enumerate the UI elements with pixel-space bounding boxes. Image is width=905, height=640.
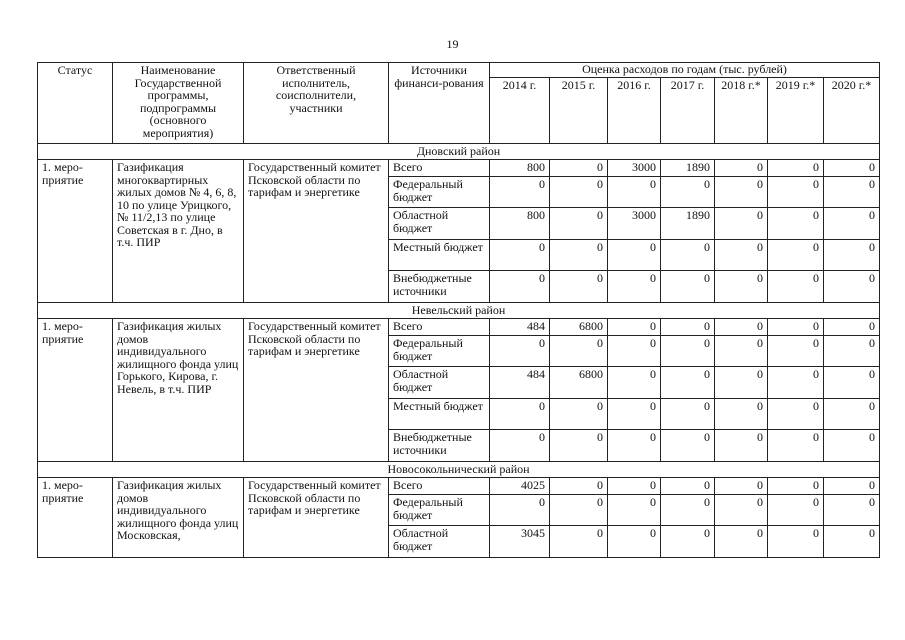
table-header (38, 63, 880, 144)
value-cell: 0 (824, 526, 880, 558)
value-cell: 0 (608, 367, 661, 399)
value-cell: 0 (608, 430, 661, 462)
value-cell: 0 (824, 495, 880, 526)
value-cell: 0 (824, 208, 880, 240)
source-cell: Федеральный бюджет (389, 336, 490, 367)
value-cell: 0 (715, 430, 768, 462)
responsible-cell: Государственный комитет Псковской области по тарифам и энергетике (244, 319, 389, 462)
value-cell: 0 (490, 271, 550, 303)
header-year: 2014 г. (490, 77, 550, 143)
page-number: 19 (446, 37, 459, 51)
value-cell: 0 (768, 208, 824, 240)
source-cell: Областной бюджет (389, 526, 490, 558)
value-cell: 0 (715, 177, 768, 208)
value-cell: 1890 (661, 160, 715, 177)
value-cell: 0 (661, 478, 715, 495)
value-cell: 0 (824, 367, 880, 399)
value-cell: 0 (768, 271, 824, 303)
value-cell: 0 (608, 495, 661, 526)
source-cell: Внебюджетные источники (389, 430, 490, 462)
value-cell: 0 (824, 177, 880, 208)
source-cell: Всего (389, 160, 490, 177)
source-cell: Всего (389, 478, 490, 495)
value-cell: 0 (715, 319, 768, 336)
responsible-cell: Государственный комитет Псковской области по тарифам и энергетике (244, 478, 389, 558)
header-expenses: Оценка расходов по годам (тыс. рублей) (490, 63, 880, 78)
value-cell: 0 (824, 399, 880, 430)
value-cell: 0 (768, 495, 824, 526)
value-cell: 3000 (608, 160, 661, 177)
table-row (38, 160, 880, 177)
value-cell: 0 (608, 399, 661, 430)
value-cell: 0 (715, 495, 768, 526)
value-cell: 0 (768, 430, 824, 462)
value-cell: 800 (490, 160, 550, 177)
value-cell: 0 (490, 336, 550, 367)
source-cell: Федеральный бюджет (389, 495, 490, 526)
value-cell: 0 (768, 240, 824, 271)
value-cell: 0 (661, 495, 715, 526)
value-cell: 0 (824, 240, 880, 271)
value-cell: 0 (550, 526, 608, 558)
value-cell: 0 (490, 177, 550, 208)
value-cell: 0 (768, 160, 824, 177)
source-cell: Местный бюджет (389, 240, 490, 271)
header-year: 2020 г.* (824, 77, 880, 143)
value-cell: 1890 (661, 208, 715, 240)
value-cell: 484 (490, 319, 550, 336)
budget-table (37, 62, 880, 558)
value-cell: 0 (608, 177, 661, 208)
value-cell: 0 (490, 399, 550, 430)
value-cell: 0 (608, 240, 661, 271)
value-cell: 0 (768, 177, 824, 208)
value-cell: 0 (608, 319, 661, 336)
value-cell: 484 (490, 367, 550, 399)
value-cell: 0 (715, 208, 768, 240)
value-cell: 0 (768, 367, 824, 399)
value-cell: 0 (550, 177, 608, 208)
program-cell: Газификация жилых домов индивидуального жилищного фонда улиц Московская, (113, 478, 244, 558)
header-status: Статус (38, 63, 113, 144)
value-cell: 0 (715, 240, 768, 271)
value-cell: 0 (661, 319, 715, 336)
value-cell: 0 (715, 526, 768, 558)
value-cell: 6800 (550, 319, 608, 336)
value-cell: 0 (661, 271, 715, 303)
value-cell: 0 (608, 478, 661, 495)
source-cell: Областной бюджет (389, 367, 490, 399)
value-cell: 3000 (608, 208, 661, 240)
value-cell: 0 (768, 526, 824, 558)
value-cell: 0 (824, 478, 880, 495)
value-cell: 0 (550, 160, 608, 177)
value-cell: 0 (490, 430, 550, 462)
value-cell: 0 (608, 526, 661, 558)
program-cell: Газификация жилых домов индивидуального жилищного фонда улиц Горького, Кирова, г. Невель, в т.ч. ПИР (113, 319, 244, 462)
program-cell: Газификация многоквартирных жилых домов № 4, 6, 8, 10 по улице Урицкого, № 11/2,13 по улице Советская в г. Дно, в т.ч. ПИР (113, 160, 244, 303)
value-cell: 0 (824, 430, 880, 462)
region-row (38, 462, 880, 478)
header-year: 2017 г. (661, 77, 715, 143)
source-cell: Местный бюджет (389, 399, 490, 430)
header-year: 2015 г. (550, 77, 608, 143)
value-cell: 0 (715, 478, 768, 495)
value-cell: 0 (824, 160, 880, 177)
value-cell: 0 (768, 478, 824, 495)
status-cell: 1. меро-приятие (38, 160, 113, 303)
source-cell: Федеральный бюджет (389, 177, 490, 208)
value-cell: 0 (768, 399, 824, 430)
responsible-cell: Государственный комитет Псковской области по тарифам и энергетике (244, 160, 389, 303)
region-title: Новосокольнический район (38, 462, 880, 478)
table-row (38, 319, 880, 336)
table-row (38, 478, 880, 495)
value-cell: 0 (715, 336, 768, 367)
value-cell: 0 (715, 367, 768, 399)
source-cell: Областной бюджет (389, 208, 490, 240)
value-cell: 0 (550, 399, 608, 430)
header-program: Наименование Государственной программы, подпрограммы (основного мероприятия) (113, 63, 244, 144)
value-cell: 6800 (550, 367, 608, 399)
value-cell: 0 (550, 478, 608, 495)
value-cell: 0 (550, 495, 608, 526)
value-cell: 0 (824, 271, 880, 303)
region-row (38, 303, 880, 319)
status-cell: 1. меро-приятие (38, 319, 113, 462)
value-cell: 0 (661, 336, 715, 367)
value-cell: 0 (715, 399, 768, 430)
value-cell: 0 (661, 177, 715, 208)
value-cell: 0 (490, 240, 550, 271)
value-cell: 0 (550, 336, 608, 367)
value-cell: 0 (550, 271, 608, 303)
header-year: 2016 г. (608, 77, 661, 143)
region-row (38, 144, 880, 160)
value-cell: 0 (715, 271, 768, 303)
value-cell: 0 (661, 367, 715, 399)
value-cell: 0 (768, 336, 824, 367)
value-cell: 0 (550, 208, 608, 240)
source-cell: Всего (389, 319, 490, 336)
value-cell: 0 (661, 240, 715, 271)
value-cell: 0 (661, 399, 715, 430)
source-cell: Внебюджетные источники (389, 271, 490, 303)
value-cell: 0 (608, 271, 661, 303)
value-cell: 0 (768, 319, 824, 336)
region-title: Невельский район (38, 303, 880, 319)
value-cell: 0 (824, 319, 880, 336)
value-cell: 0 (715, 160, 768, 177)
region-title: Дновский район (38, 144, 880, 160)
value-cell: 0 (490, 495, 550, 526)
header-responsible: Ответственный исполнитель, соисполнители, участники (244, 63, 389, 144)
value-cell: 0 (608, 336, 661, 367)
value-cell: 0 (661, 526, 715, 558)
value-cell: 3045 (490, 526, 550, 558)
header-sources: Источники финанси-рования (389, 63, 490, 144)
status-cell: 1. меро-приятие (38, 478, 113, 558)
header-year: 2019 г.* (768, 77, 824, 143)
value-cell: 4025 (490, 478, 550, 495)
value-cell: 0 (550, 240, 608, 271)
value-cell: 0 (824, 336, 880, 367)
value-cell: 800 (490, 208, 550, 240)
value-cell: 0 (550, 430, 608, 462)
value-cell: 0 (661, 430, 715, 462)
header-year: 2018 г.* (715, 77, 768, 143)
